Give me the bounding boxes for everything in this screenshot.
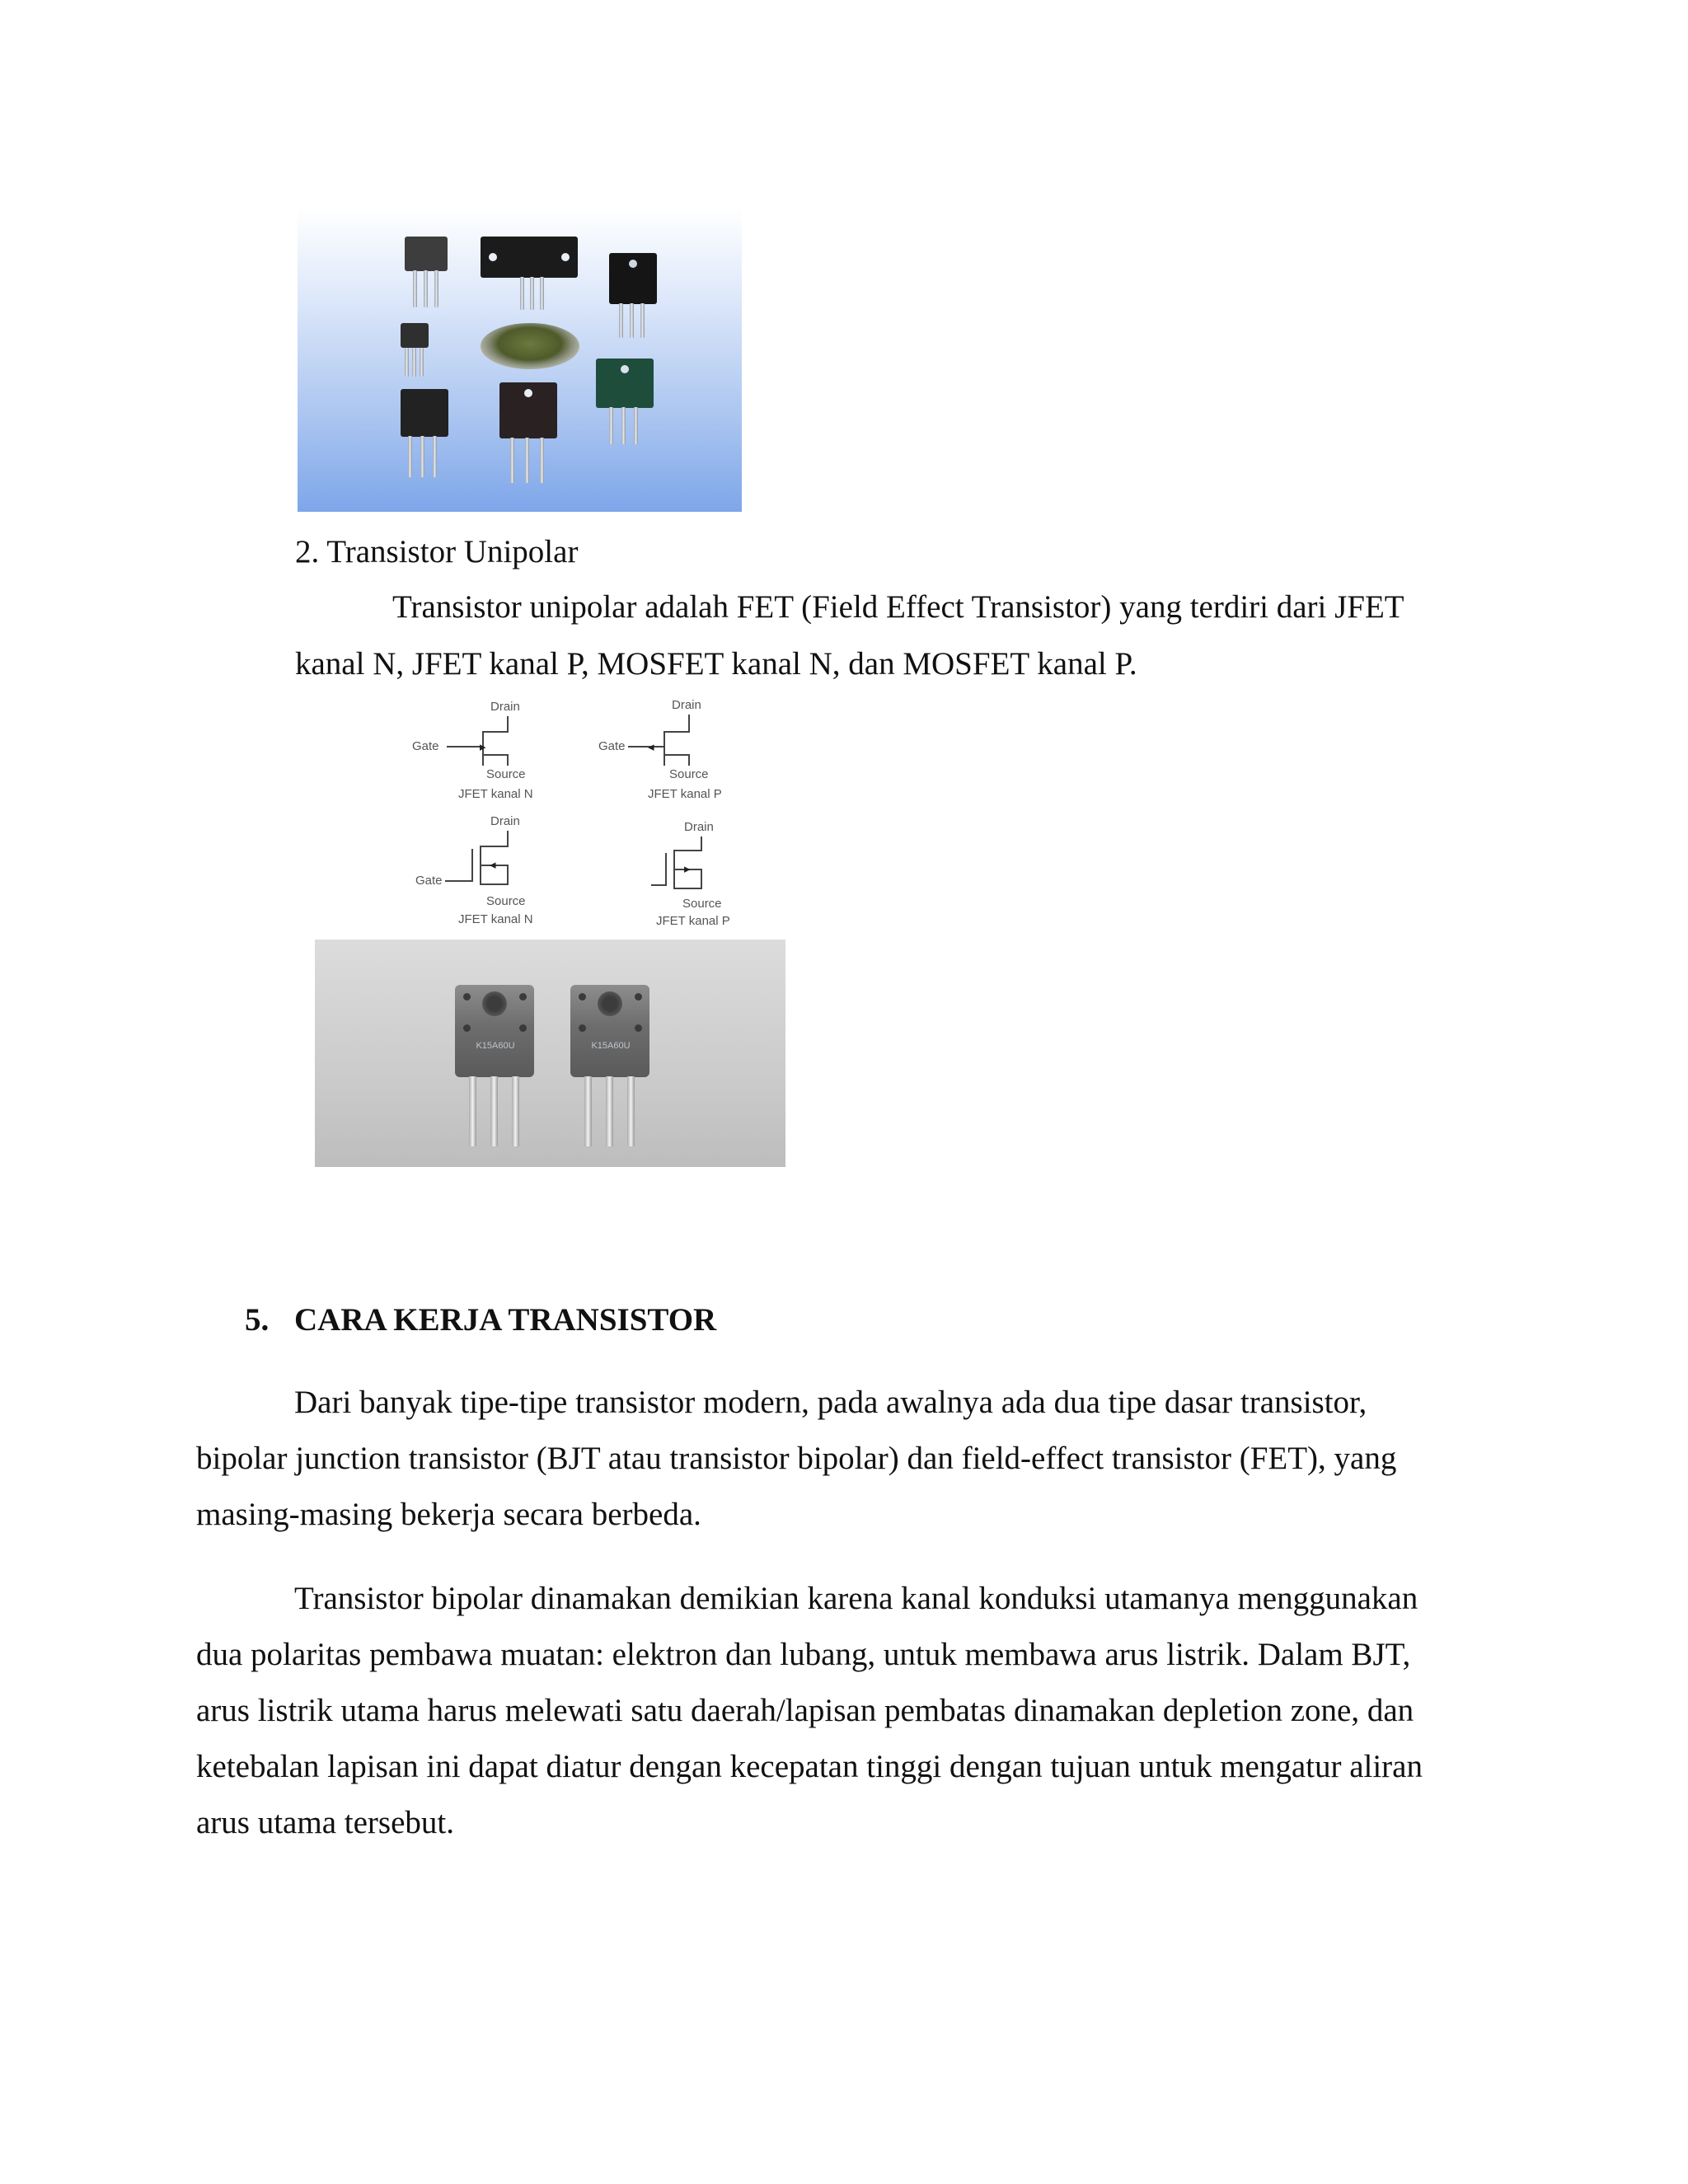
arrow-right-icon: ▸ [480, 740, 486, 754]
section-number: 5. [245, 1302, 270, 1338]
jfet-n-caption: JFET kanal N [458, 912, 533, 926]
paragraph-line: masing-masing bekerja secara berbeda. [196, 1497, 701, 1532]
drain-label: Drain [684, 820, 714, 834]
paragraph-line: dua polaritas pembawa muatan: elektron dan lubang, untuk membawa arus listrik. Dalam BJT, [196, 1637, 1411, 1672]
gate-label: Gate [412, 739, 439, 753]
paragraph-line: arus utama tersebut. [196, 1805, 454, 1840]
paragraph-line: kanal N, JFET kanal P, MOSFET kanal N, dan MOSFET kanal P. [295, 646, 1137, 682]
source-label: Source [486, 894, 526, 908]
paragraph-line: bipolar junction transistor (BJT atau transistor bipolar) dan field-effect transistor (FET), yang [196, 1441, 1397, 1476]
source-label: Source [486, 767, 526, 781]
transistor-printed [401, 389, 448, 437]
transistor-to3-metal-can [481, 323, 579, 369]
transistor-packages-photo [298, 208, 742, 512]
transistor-to3p [405, 237, 448, 271]
drain-label: Drain [490, 700, 520, 714]
arrow-right-icon: ▸ [684, 862, 691, 876]
arrow-left-icon: ◂ [490, 858, 496, 872]
paragraph-line: Transistor bipolar dinamakan demikian karena kanal konduksi utamanya menggunakan [294, 1581, 1418, 1616]
source-label: Source [669, 767, 709, 781]
fet-packages-photo [315, 940, 785, 1167]
fet-schematic-symbols [404, 696, 775, 931]
transistor-to247 [609, 253, 657, 304]
paragraph-line: Transistor unipolar adalah FET (Field Effect Transistor) yang terdiri dari JFET [392, 589, 1404, 625]
jfet-n-caption: JFET kanal N [458, 787, 533, 801]
paragraph-line: ketebalan lapisan ini dapat diatur dengan kecepatan tinggi dengan tujuan untuk mengatur aliran [196, 1749, 1423, 1784]
drain-label: Drain [490, 814, 520, 828]
drain-label: Drain [672, 698, 701, 712]
transistor-to220f [455, 985, 534, 1077]
paragraph-line: Dari banyak tipe-tipe transistor modern, pada awalnya ada dua tipe dasar transistor, [294, 1385, 1367, 1420]
part-marking: K15A60U [591, 1041, 631, 1051]
source-label: Source [682, 897, 722, 911]
gate-label: Gate [598, 739, 626, 753]
transistor-to220f [570, 985, 649, 1077]
jfet-p-caption: JFET kanal P [648, 787, 722, 801]
part-marking: K15A60U [476, 1041, 515, 1051]
gate-label: Gate [415, 874, 443, 888]
arrow-left-icon: ◂ [648, 740, 654, 754]
subheading-transistor-unipolar: 2. Transistor Unipolar [295, 534, 579, 569]
transistor-green [596, 359, 654, 408]
paragraph-line: arus listrik utama harus melewati satu daerah/lapisan pembatas dinamakan depletion zone, dan [196, 1693, 1414, 1728]
transistor-small [401, 323, 429, 348]
jfet-p-caption: JFET kanal P [656, 914, 730, 928]
section-heading: CARA KERJA TRANSISTOR [294, 1302, 717, 1338]
transistor-large-dark [499, 382, 557, 438]
transistor-wide-tab [481, 237, 578, 278]
